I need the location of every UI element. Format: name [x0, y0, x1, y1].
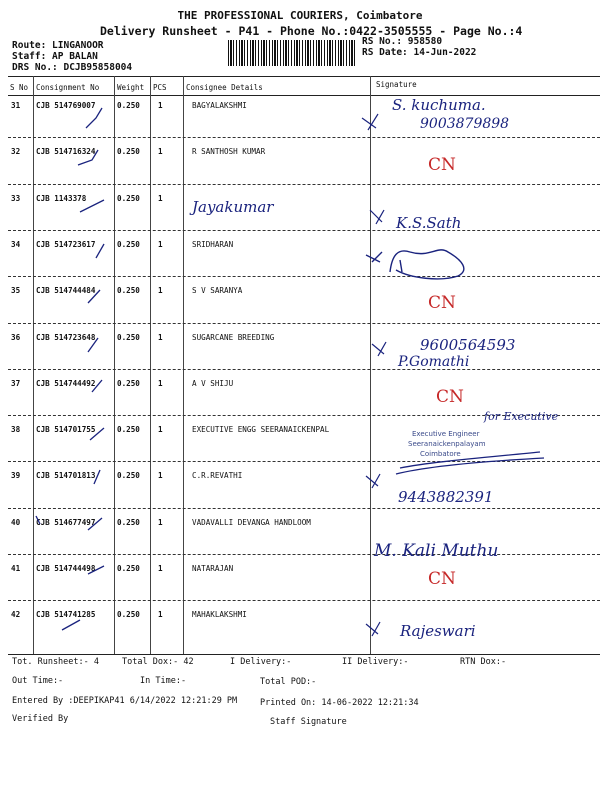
row-consignee: MAHAKLAKSHMI [192, 610, 247, 620]
col-sep [183, 76, 184, 654]
row-consignment-no: CJB 1143378 [36, 193, 87, 203]
row-consignee: EXECUTIVE ENGG SEERANAICKENPAL [192, 425, 330, 435]
out-time: Out Time:- [12, 676, 64, 686]
signature-row-36: P.Gomathi [398, 354, 470, 370]
row-consignment-no: CJB 514716324 [36, 147, 96, 157]
row-consignment-no: CJB 514744484 [36, 286, 96, 296]
row-sno: 35 [11, 286, 21, 296]
row-separator [8, 600, 600, 601]
row-pcs: 1 [158, 425, 163, 435]
signature-row-42: Rajeswari [400, 622, 476, 640]
row-sno: 36 [11, 332, 21, 342]
verified-by: Verified By [12, 714, 69, 724]
col-header-consignment: Consignment No [36, 83, 100, 92]
row-consignment-no: CJB 514741285 [36, 610, 96, 620]
row-consignment-no: CJB 514701755 [36, 425, 96, 435]
row-sno: 42 [11, 610, 21, 620]
row-separator [8, 184, 600, 185]
staff: Staff: AP BALAN [12, 51, 98, 62]
row-weight: 0.250 [117, 564, 140, 573]
row-consignment-no: CJB 514701813 [36, 471, 96, 481]
signature-row-38: for Executive [484, 410, 559, 423]
row-separator [8, 276, 600, 277]
drs-number: DRS No.: DCJB95858004 [12, 62, 133, 73]
row-consignee: SRIDHARAN [192, 239, 234, 249]
row-sno: 40 [11, 517, 21, 527]
row-separator [8, 230, 600, 231]
svg-text:Coimbatore: Coimbatore [420, 450, 461, 458]
col-sep [33, 76, 34, 654]
signature-row-31: S. kuchuma. [392, 96, 486, 114]
total-dox: Total Dox:- 42 [122, 657, 194, 667]
col-header-consignee: Consignee Details [186, 83, 263, 92]
i-delivery: I Delivery:- [230, 657, 292, 667]
table-top-rule [8, 76, 600, 77]
tick-mark [62, 620, 80, 630]
row-consignment-no: CJB 514769007 [36, 101, 96, 110]
row-consignment-no: CJB 514744498 [36, 564, 96, 573]
phone-row-31: 9003879898 [420, 116, 510, 132]
col-header-weight: Weight [117, 83, 145, 92]
route: Route: LINGANOOR [12, 40, 104, 51]
col-header-pcs: PCS [153, 83, 167, 92]
row-consignment-no: CJB 514723648 [36, 332, 96, 342]
row-pcs: 1 [158, 378, 163, 388]
row-sno: 31 [11, 101, 21, 110]
row-pcs: 1 [158, 332, 163, 342]
cn-mark-row-37: CN [436, 387, 464, 407]
cross-mark [372, 342, 386, 356]
row-weight: 0.250 [117, 101, 140, 110]
tick-mark [96, 244, 104, 258]
row-weight: 0.250 [117, 425, 140, 435]
strike-scribble [396, 452, 544, 474]
row-pcs: 1 [158, 286, 163, 296]
row-consignee: NATARAJAN [192, 564, 234, 573]
row-consignment-no: CJB 514723617 [36, 239, 96, 249]
phone-row-39: 9443882391 [398, 488, 494, 506]
rs-number: RS No.: 958580 [362, 36, 443, 47]
row-consignment-no: CJB 514744492 [36, 378, 96, 388]
row-consignment-no: CJB 514677497 [36, 517, 96, 527]
svg-text:Executive Engineer: Executive Engineer [412, 430, 480, 438]
row-consignee: SUGARCANE BREEDING [192, 332, 275, 342]
table-header-rule [8, 95, 600, 96]
cn-mark-row-35: CN [428, 293, 456, 313]
signature-row-33: K.S.Sath [396, 214, 462, 232]
row-separator [8, 137, 600, 138]
row-consignee: BAGYALAKSHMI [192, 101, 247, 110]
rs-date: RS Date: 14-Jun-2022 [362, 47, 477, 58]
col-header-sno: S No [10, 83, 29, 92]
printed-on: Printed On: 14-06-2022 12:21:34 [260, 698, 419, 708]
row-sno: 33 [11, 193, 21, 203]
row-pcs: 1 [158, 239, 163, 249]
entered-by: Entered By :DEEPIKAP41 6/14/2022 12:21:29 PM [12, 696, 238, 706]
name-row-33: Jayakumar [192, 198, 274, 216]
row-weight: 0.250 [117, 517, 140, 527]
row-weight: 0.250 [117, 378, 140, 388]
rtn-dox: RTN Dox:- [460, 657, 507, 667]
row-pcs: 1 [158, 564, 163, 573]
row-separator [8, 369, 600, 370]
svg-text:Seeranaickenpalayam: Seeranaickenpalayam [408, 440, 486, 448]
phone-row-36: 9600564593 [420, 336, 516, 354]
row-pcs: 1 [158, 147, 163, 157]
tot-runsheet: Tot. Runsheet:- 4 [12, 657, 99, 667]
signature-row-40: M. Kali Muthu [374, 541, 499, 561]
row-consignee: R SANTHOSH KUMAR [192, 147, 266, 157]
row-pcs: 1 [158, 471, 163, 481]
office-stamp [408, 430, 486, 458]
row-consignee: S V SARANYA [192, 286, 243, 296]
row-weight: 0.250 [117, 332, 140, 342]
row-sno: 38 [11, 425, 21, 435]
row-sno: 37 [11, 378, 21, 388]
row-consignee: VADAVALLI DEVANGA HANDLOOM [192, 517, 311, 527]
row-separator [8, 323, 600, 324]
cross-mark [370, 210, 384, 224]
col-header-signature: Signature [376, 80, 417, 89]
col-sep [150, 76, 151, 654]
row-pcs: 1 [158, 101, 163, 110]
row-weight: 0.250 [117, 193, 140, 203]
ii-delivery: II Delivery:- [342, 657, 409, 667]
cn-mark-row-41: CN [428, 569, 456, 589]
row-sno: 41 [11, 564, 21, 573]
row-sno: 39 [11, 471, 21, 481]
row-separator [8, 415, 600, 416]
footer-rule [8, 654, 600, 655]
row-weight: 0.250 [117, 147, 140, 157]
row-sno: 32 [11, 147, 21, 157]
signature-row-34 [366, 250, 464, 279]
row-weight: 0.250 [117, 610, 140, 620]
cross-mark [366, 474, 380, 488]
row-sno: 34 [11, 239, 21, 249]
row-weight: 0.250 [117, 471, 140, 481]
col-sep [370, 76, 371, 654]
runsheet-title: Delivery Runsheet - P41 - Phone No.:0422-3505555 - Page No.:4 [100, 24, 523, 38]
barcode [228, 40, 356, 66]
row-weight: 0.250 [117, 239, 140, 249]
in-time: In Time:- [140, 676, 187, 686]
row-weight: 0.250 [117, 286, 140, 296]
row-consignee: A V SHIJU [192, 378, 234, 388]
col-sep [114, 76, 115, 654]
row-separator [8, 461, 600, 462]
row-separator [8, 554, 600, 555]
row-pcs: 1 [158, 610, 163, 620]
row-pcs: 1 [158, 517, 163, 527]
total-pod: Total POD:- [260, 677, 317, 687]
company-title: THE PROFESSIONAL COURIERS, Coimbatore [177, 9, 423, 22]
row-consignee: C.R.REVATHI [192, 471, 243, 481]
cn-mark-row-32: CN [428, 155, 456, 175]
row-pcs: 1 [158, 193, 163, 203]
row-separator [8, 508, 600, 509]
staff-signature: Staff Signature [270, 717, 347, 727]
tick-mark [86, 108, 102, 128]
cross-mark [366, 622, 380, 636]
